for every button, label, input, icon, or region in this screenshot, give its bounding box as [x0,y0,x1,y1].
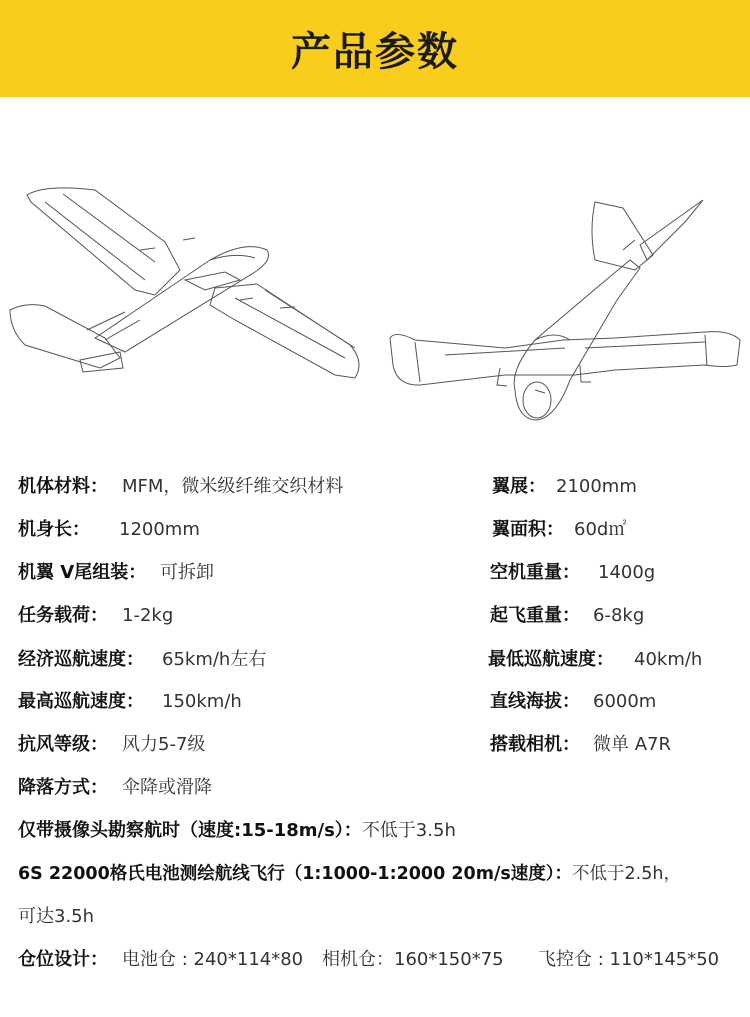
endurance-camera-value: 不低于3.5h [361,820,456,841]
endurance-camera-label: 仅带摄像头勘察航时（速度:15-18m/s）： [18,820,362,841]
endurance-battery-label: 6S 22000格氏电池测绘航线飞行（1:1000-1:2000 20m/s速度）： [18,864,573,884]
spec-label: 空机重量： [490,562,580,583]
spec-value: 1-2kg [122,605,174,626]
spec-label: 机翼 V尾组装： [18,562,147,583]
spec-label: 起飞重量： [490,605,580,626]
spec-row-6 [0,687,750,717]
spec-value: MFM，微米级纤维交织材料 [122,476,344,497]
spec-value: 可拆卸 [160,562,214,583]
spec-label: 任务载荷： [18,605,108,626]
spec-value: 1200mm [119,519,200,540]
page-title: 产品参数 [291,29,459,75]
spec-value: 1400g [598,562,656,583]
spec-row-1 [0,472,750,502]
spec-row-8 [0,773,750,803]
camera-compartment: 相机仓：160*150*75 [322,949,504,970]
endurance-battery-value-cont: 可达3.5h [18,906,95,927]
spec-label: 机体材料： [18,476,108,497]
endurance-battery-continuation [18,902,94,932]
battery-compartment: 电池仓 : 240*114*80 [122,949,304,970]
spec-label: 搭载相机： [490,734,580,755]
spec-label: 经济巡航速度： [18,649,144,670]
spec-label: 降落方式： [18,777,108,798]
compartments-row [0,945,750,975]
spec-value: 6000m [593,691,657,712]
compartments-label: 仓位设计： [18,949,108,970]
spec-value: 150km/h [162,691,242,712]
spec-value: 2100mm [556,476,637,497]
spec-label: 机身长： [18,519,90,540]
flight-control-compartment: 飞控仓 : 110*145*50 [538,949,720,970]
spec-label: 翼面积： [492,519,564,540]
spec-label: 翼展： [492,476,546,497]
spec-label: 抗风等级： [18,734,108,755]
spec-value: 伞降或滑降 [122,777,212,798]
spec-row-5 [0,645,750,675]
aircraft-front-view [385,190,750,430]
spec-value: 微单 A7R [593,734,671,755]
spec-label: 最高巡航速度： [18,691,144,712]
spec-row-3 [0,558,750,588]
spec-label: 直线海拔： [490,691,580,712]
spec-row-2 [0,515,750,545]
spec-row-7 [0,730,750,760]
spec-value: 风力5-7级 [122,734,206,755]
spec-row-4 [0,601,750,631]
spec-value: 6-8kg [593,605,645,626]
endurance-camera-line [18,816,456,846]
spec-value: 60d㎡ [574,519,627,540]
endurance-battery-value: 不低于2.5h， [572,864,681,884]
aircraft-top-view [5,180,375,385]
spec-label: 最低巡航速度： [488,649,614,670]
endurance-battery-line [18,859,681,889]
title-banner [0,0,750,97]
spec-value: 40km/h [634,649,703,670]
spec-value: 65km/h左右 [162,649,267,670]
